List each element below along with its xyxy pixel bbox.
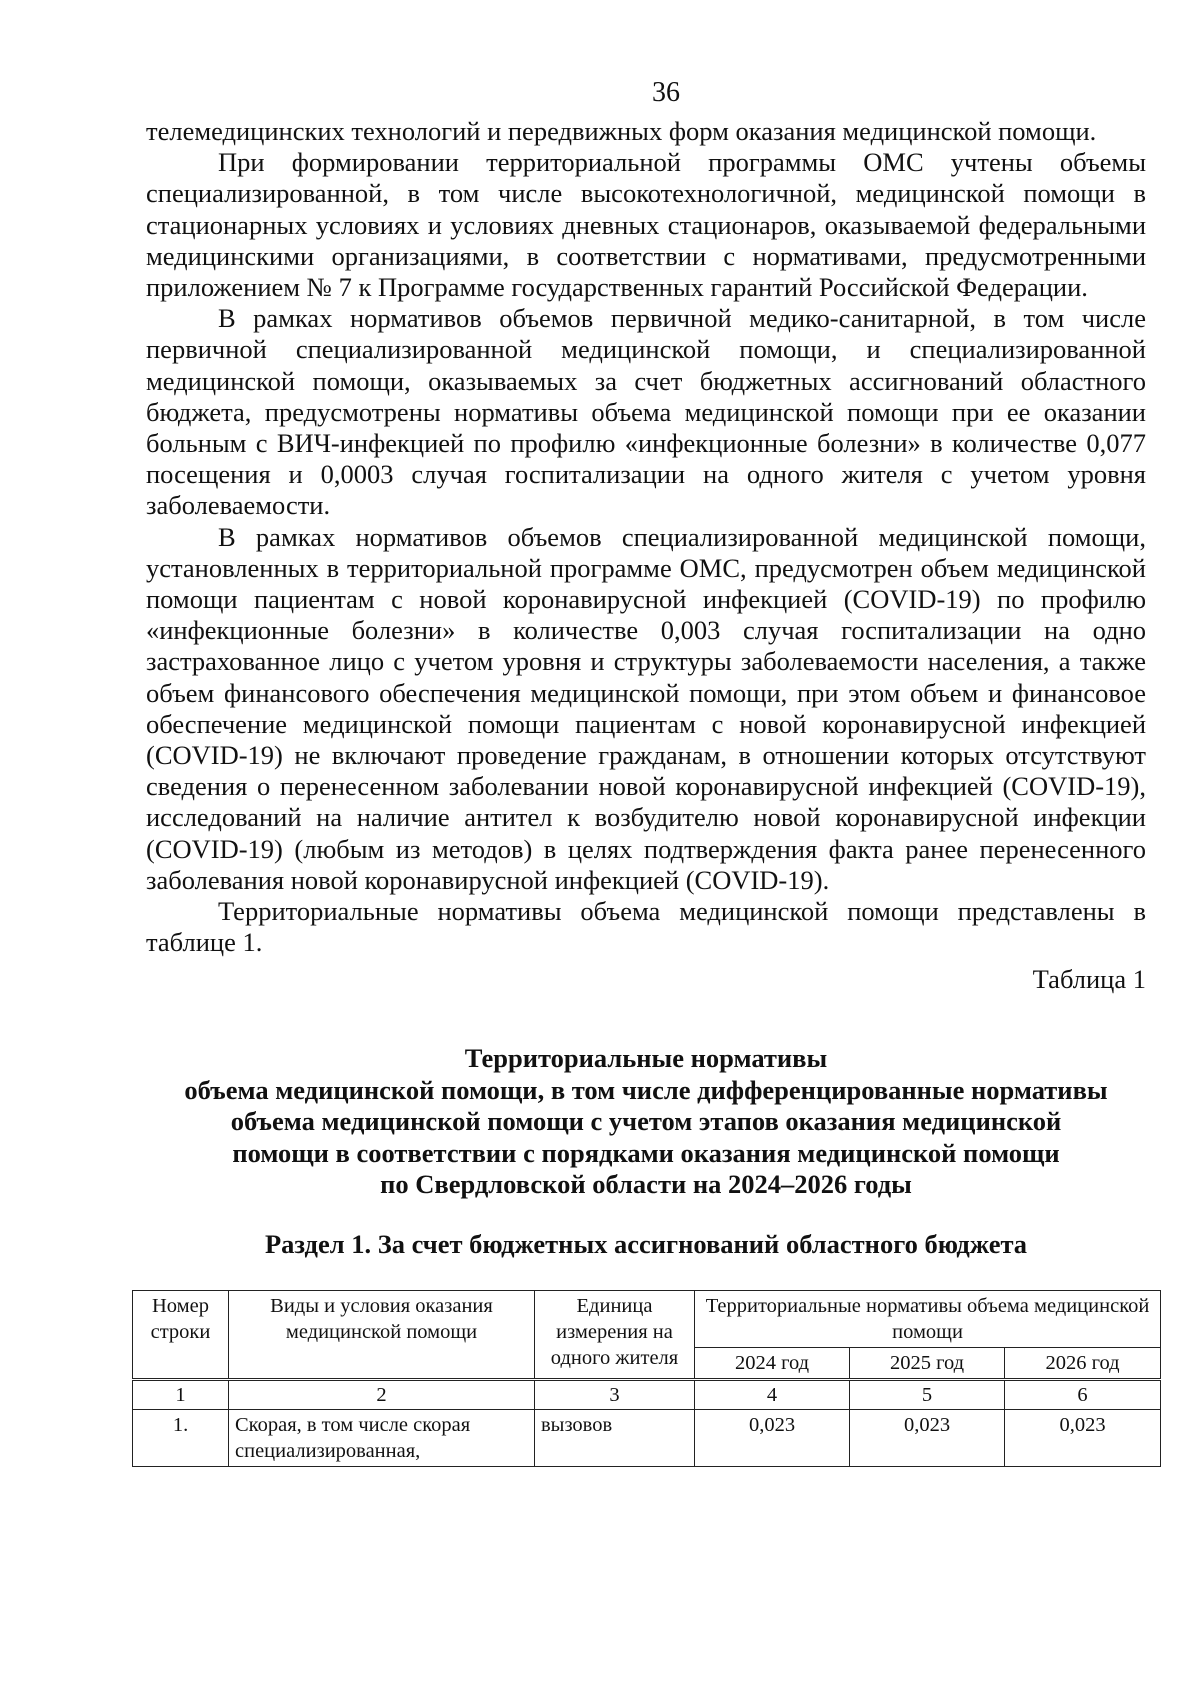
- column-number: 5: [850, 1379, 1005, 1409]
- paragraph-table-reference: Территориальные нормативы объема медицинской помощи представлены в таблице 1.: [146, 896, 1146, 958]
- page-number: 36: [652, 77, 680, 108]
- table-title-line: объема медицинской помощи с учетом этапов оказания медицинской: [230, 1106, 1062, 1137]
- header-norms-group: Территориальные нормативы объема медицинской помощи: [695, 1290, 1161, 1347]
- header-kinds: Виды и условия оказания медицинской помощи: [229, 1290, 535, 1379]
- section-title: Раздел 1. За счет бюджетных ассигнований областного бюджета: [264, 1228, 1028, 1259]
- header-year-2024: 2024 год: [695, 1347, 850, 1379]
- paragraph-covid-norms: В рамках нормативов объемов специализированной медицинской помощи, установленных в территориальной программе ОМС, предусмотрен объем медицинской помощи пациентам с новой коронавирусной инфекцией (COVID-19) по профилю «инфекционные болезни» в количестве 0,003 случая госпитализации на одно застрахованное лицо с учетом уровня и структуры заболеваемости населения, а также объем финансового обеспечения медицинской помощи, при этом объем и финансовое обеспечение медицинской помощи пациентам с новой коронавирусной инфекцией (COVID-19) не включают проведение гражданам, в отношении которых отсутствуют сведения о перенесенном заболевании новой коронавирусной инфекцией (COVID-19), исследований на наличие антител к возбудителю новой коронавирусной инфекции (COVID-19) (любым из методов) в целях подтверждения факта ранее перенесенного заболевания новой коронавирусной инфекцией (COVID-19).: [146, 521, 1146, 895]
- column-number: 4: [695, 1379, 850, 1409]
- norms-table: [132, 1290, 1161, 1467]
- paragraph-federal-volumes: При формировании территориальной программы ОМС учтены объемы специализированной, в том числе высокотехнологичной, медицинской помощи в стационарных условиях и условиях дневных стационаров, оказываемой федеральными медицинскими организациями, в соответствии с нормативами, предусмотренными приложением № 7 к Программе государственных гарантий Российской Федерации.: [146, 147, 1146, 303]
- table-title-line: помощи в соответствии с порядками оказания медицинской помощи: [232, 1137, 1060, 1168]
- column-number: 1: [133, 1379, 229, 1409]
- column-number-row: [133, 1379, 1161, 1409]
- paragraph-continuation: телемедицинских технологий и передвижных форм оказания медицинской помощи.: [146, 116, 1097, 146]
- column-number: 3: [535, 1379, 695, 1409]
- column-number: 2: [229, 1379, 535, 1409]
- table-caption: Таблица 1: [1032, 964, 1146, 995]
- row-value-2026: 0,023: [1005, 1409, 1161, 1466]
- header-year-2026: 2026 год: [1005, 1347, 1161, 1379]
- table-title-line: по Свердловской области на 2024–2026 годы: [380, 1169, 912, 1200]
- row-kind: Скорая, в том числе скорая специализированная,: [229, 1409, 535, 1466]
- table-title: [146, 1043, 1146, 1201]
- row-unit: вызовов: [535, 1409, 695, 1466]
- table-title-line: объема медицинской помощи, в том числе дифференцированные нормативы: [184, 1074, 1108, 1105]
- header-row-number: Номер строки: [133, 1290, 229, 1379]
- table-title-line: Территориальные нормативы: [464, 1043, 828, 1074]
- header-unit: Единица измерения на одного жителя: [535, 1290, 695, 1379]
- row-value-2024: 0,023: [695, 1409, 850, 1466]
- header-year-2025: 2025 год: [850, 1347, 1005, 1379]
- row-number: 1.: [133, 1409, 229, 1466]
- table-row: [133, 1409, 1161, 1466]
- column-number: 6: [1005, 1379, 1161, 1409]
- row-value-2025: 0,023: [850, 1409, 1005, 1466]
- paragraph-hiv-norms: В рамках нормативов объемов первичной медико-санитарной, в том числе первичной специализированной медицинской помощи, и специализированной медицинской помощи, оказываемых за счет бюджетных ассигнований областного бюджета, предусмотрены нормативы объема медицинской помощи при ее оказании больным с ВИЧ-инфекцией по профилю «инфекционные болезни» в количестве 0,077 посещения и 0,0003 случая госпитализации на одного жителя с учетом уровня заболеваемости.: [146, 303, 1146, 521]
